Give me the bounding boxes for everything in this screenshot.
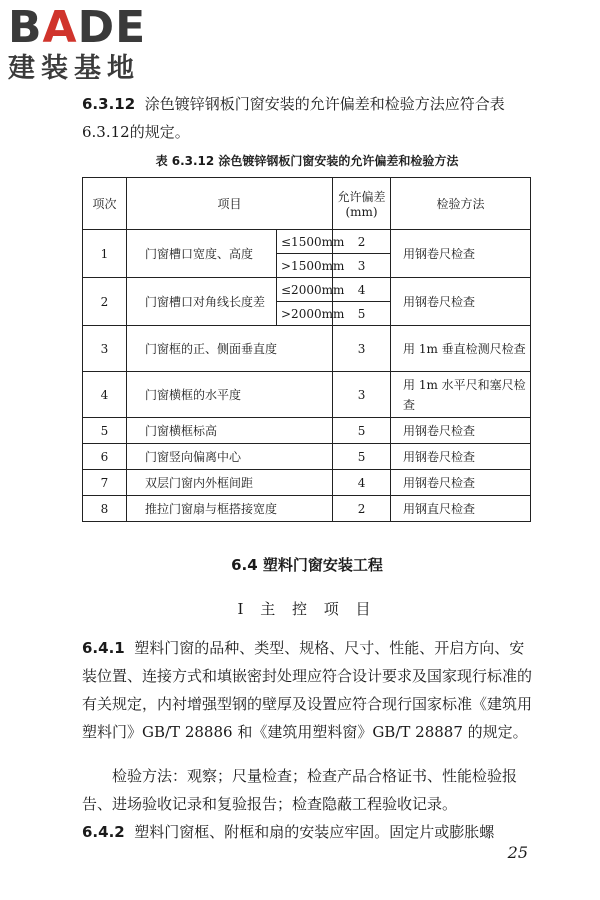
row-no: 3 [83,326,127,372]
row-no: 7 [83,470,127,496]
row-method: 用 1m 垂直检测尺检查 [391,326,531,372]
clause-number: 6.3.12 [82,95,136,113]
header-tolerance-unit: (mm) [345,205,378,219]
clause-6-4-2 [82,818,532,846]
logo-letter-a: A [42,2,78,53]
inspection-method: 检验方法：观察；尺量检查；检查产品合格证书、性能检验报告、进场验收记录和复验报告；检查隐蔽工程验收记录。 [82,767,518,813]
row-method: 用钢卷尺检查 [391,278,531,326]
row-condition: ≤1500mm [277,230,333,254]
row-no: 4 [83,372,127,418]
clause-text: 涂色镀锌钢板门窗安装的允许偏差和检验方法应符合表6.3.12的规定。 [82,95,505,141]
row-method: 用 1m 水平尺和塞尺检查 [391,372,531,418]
row-method: 用钢卷尺检查 [391,470,531,496]
row-tolerance: 3 [333,372,391,418]
row-no: 6 [83,444,127,470]
table-header-row [83,178,531,230]
row-tolerance: 5 [333,302,391,326]
row-no: 1 [83,230,127,278]
row-no: 5 [83,418,127,444]
row-condition: ≤2000mm [277,278,333,302]
row-method: 用钢卷尺检查 [391,418,531,444]
section-subtitle: Ⅰ 主 控 项 目 [237,600,377,618]
row-tolerance: 4 [333,278,391,302]
table-row [83,496,531,522]
row-item: 双层门窗内外框间距 [127,470,333,496]
row-tolerance: 5 [333,444,391,470]
page-number: 25 [507,843,528,862]
row-item: 门窗横框的水平度 [127,372,333,418]
row-no: 2 [83,278,127,326]
row-method: 用钢直尺检查 [391,496,531,522]
clause-number: 6.4.2 [82,823,125,841]
row-item: 门窗框的正、侧面垂直度 [127,326,333,372]
table-row [83,444,531,470]
row-item: 门窗槽口对角线长度差 [127,278,277,326]
row-condition: >2000mm [277,302,333,326]
table-row [83,372,531,418]
logo-letters-de: DE [77,2,147,53]
row-item: 门窗槽口宽度、高度 [127,230,277,278]
table-row [83,278,531,302]
clause-text: 塑料门窗的品种、类型、规格、尺寸、性能、开启方向、安装位置、连接方式和填嵌密封处理应符合设计要求及国家现行标准的有关规定，内衬增强型钢的壁厚及设置应符合现行国家标准《建筑用塑料门》GB/T 28886 和《建筑用塑料窗》GB/T 28887 的规定。 [82,639,533,741]
tolerance-table [82,177,531,522]
row-tolerance: 4 [333,470,391,496]
logo [8,2,147,86]
row-method: 用钢卷尺检查 [391,444,531,470]
row-tolerance: 5 [333,418,391,444]
table-caption: 表 6.3.12 涂色镀锌钢板门窗安装的允许偏差和检验方法 [155,154,459,168]
table-row [83,230,531,254]
section-title: 6.4 塑料门窗安装工程 [231,556,383,574]
header-item: 项目 [127,178,333,230]
table-row [83,418,531,444]
row-tolerance: 3 [333,254,391,278]
logo-subtitle: 建装基地 [8,53,140,84]
row-condition: >1500mm [277,254,333,278]
row-item: 门窗横框标高 [127,418,333,444]
row-item: 门窗竖向偏离中心 [127,444,333,470]
logo-letter-b: B [8,2,43,53]
clause-text: 塑料门窗框、附框和扇的安装应牢固。固定片或膨胀螺 [134,823,495,841]
table-row [83,470,531,496]
row-tolerance: 3 [333,326,391,372]
row-no: 8 [83,496,127,522]
header-no: 项次 [83,178,127,230]
header-tolerance [333,178,391,230]
row-tolerance: 2 [333,496,391,522]
row-method: 用钢卷尺检查 [391,230,531,278]
clause-number: 6.4.1 [82,639,125,657]
clause-6-3-12 [82,90,532,146]
clause-6-4-1 [82,634,532,746]
logo-wordmark [8,2,147,53]
header-method: 检验方法 [391,178,531,230]
row-tolerance: 2 [333,230,391,254]
table-row [83,326,531,372]
header-tolerance-line1: 允许偏差 [337,190,386,204]
row-item: 推拉门窗扇与框搭接宽度 [127,496,333,522]
